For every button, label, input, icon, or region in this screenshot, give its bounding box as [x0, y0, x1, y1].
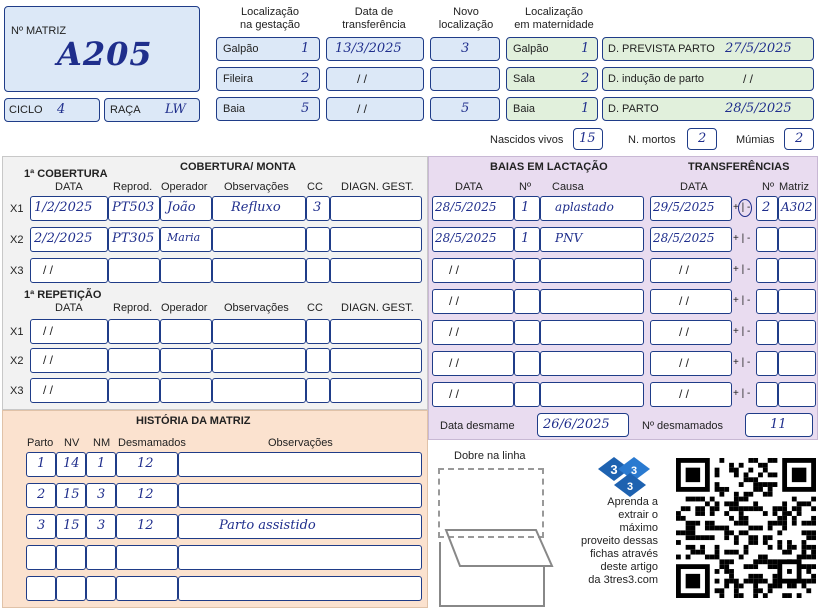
ciclo-label: CICLO	[9, 104, 43, 116]
hist-row-3-obs-value: Parto assistido	[219, 518, 316, 533]
logo-digit-2: 3	[630, 465, 638, 477]
cob-x2-operador[interactable]	[160, 227, 212, 252]
rep-x2-cc[interactable]	[306, 348, 330, 373]
cob-x3-operador[interactable]	[160, 258, 212, 283]
rep-x1-cc[interactable]	[306, 319, 330, 344]
gest-fileira-field[interactable]	[216, 67, 320, 91]
n-desmamados-value: 11	[770, 417, 787, 432]
rep-x2-operador[interactable]	[160, 348, 212, 373]
historia-title: HISTÓRIA DA MATRIZ	[136, 415, 251, 427]
n-desmamados-box[interactable]	[745, 413, 813, 437]
transf-header-n: Nº	[762, 181, 774, 193]
rep-row-x1-label: X1	[10, 326, 24, 338]
rep-x3-data-value: / /	[43, 383, 54, 397]
nascidos-vivos-label: Nascidos vivos	[490, 134, 564, 146]
lact-row-7-causa[interactable]	[540, 382, 644, 407]
transf-row-1-matriz[interactable]	[778, 196, 816, 221]
lact-row-2-data[interactable]	[432, 227, 514, 252]
d-inducao-parto-label: D. indução de parto	[608, 73, 705, 85]
transf-row-2-data[interactable]	[650, 227, 732, 252]
lact-row-3-causa[interactable]	[540, 258, 644, 283]
logo-digit-1: 3	[610, 462, 618, 477]
cob-x1-reprod[interactable]	[108, 196, 160, 221]
fold-label: Dobre na linha	[454, 450, 526, 462]
hist-row-1-nm-value: 1	[97, 456, 106, 471]
d-prevista-parto-value: 27/5/2025	[725, 41, 792, 56]
desmame-date-value: 26/6/2025	[543, 417, 610, 432]
rep-header-reprod: Reprod.	[113, 302, 153, 314]
rep-x3-obs[interactable]	[212, 378, 306, 403]
rep-x1-reprod[interactable]	[108, 319, 160, 344]
rep-header-cc: CC	[307, 302, 323, 314]
desmame-date-box[interactable]	[537, 413, 629, 437]
hist-row-2-parto-value: 2	[37, 487, 46, 502]
hist-row-4-obs[interactable]	[178, 545, 422, 570]
transf-row-1-sign[interactable]: + | -	[733, 202, 751, 213]
rep-x3-data[interactable]	[30, 378, 108, 403]
transf-row-3-n[interactable]	[756, 258, 778, 283]
cob-x3-diag[interactable]	[330, 258, 422, 283]
transf-row-6-data[interactable]	[650, 351, 732, 376]
hist-row-3-desm-value: 12	[137, 518, 154, 533]
transf-row-1-n-value: 2	[762, 200, 771, 215]
cob-x1-reprod-value: PT503	[112, 200, 155, 215]
hist-row-3-parto-value: 3	[37, 518, 46, 533]
lact-row-1-causa-value: aplastado	[555, 200, 614, 214]
transf-row-1-matriz-value: A302	[781, 200, 813, 214]
transferencias-title: TRANSFERÊNCIAS	[688, 161, 790, 173]
transf-row-4-data[interactable]	[650, 289, 732, 314]
rep-header-diagn: DIAGN. GEST.	[341, 302, 414, 314]
hist-header-nv: NV	[64, 437, 80, 449]
rep-x1-data-value: / /	[43, 324, 54, 338]
cob-row-x2-label: X2	[10, 234, 24, 246]
cob-x1-cc[interactable]	[306, 196, 330, 221]
transf-row-5-n[interactable]	[756, 320, 778, 345]
rep-x3-reprod[interactable]	[108, 378, 160, 403]
gest-baia-value: 5	[301, 101, 310, 116]
transf-row-6-sign[interactable]: + | -	[733, 357, 751, 368]
fold-body	[440, 542, 544, 606]
hist-header-parto: Parto	[27, 437, 54, 449]
transfer-date-3-value: / /	[357, 102, 368, 116]
transf-row-2-n[interactable]	[756, 227, 778, 252]
cob-x2-reprod[interactable]	[108, 227, 160, 252]
transf-row-7-data[interactable]	[650, 382, 732, 407]
mat-galpao-field[interactable]	[506, 37, 598, 61]
novo-loc-1[interactable]	[430, 37, 500, 61]
lact-row-5-n[interactable]	[514, 320, 540, 345]
rep-x2-diag[interactable]	[330, 348, 422, 373]
cob-row-x3-label: X3	[10, 265, 24, 277]
transf-row-5-matriz[interactable]	[778, 320, 816, 345]
lact-row-7-n[interactable]	[514, 382, 540, 407]
lact-row-1-n[interactable]	[514, 196, 540, 221]
cob-x1-data[interactable]	[30, 196, 108, 221]
transf-row-1-n[interactable]	[756, 196, 778, 221]
lact-row-2-data-value: 28/5/2025	[435, 231, 497, 245]
d-prevista-parto-field[interactable]	[602, 37, 814, 61]
transf-row-3-matriz[interactable]	[778, 258, 816, 283]
hist-row-4-nm[interactable]	[86, 545, 116, 570]
n-mortos-label: N. mortos	[628, 134, 676, 146]
hist-row-2-nv-value: 15	[63, 487, 80, 502]
hist-row-4-desm[interactable]	[116, 545, 178, 570]
cob-header-operador: Operador	[161, 181, 208, 193]
hist-row-5-nm[interactable]	[86, 576, 116, 601]
cob-x3-reprod[interactable]	[108, 258, 160, 283]
hist-row-2-desm-value: 12	[137, 487, 154, 502]
lact-row-5-causa[interactable]	[540, 320, 644, 345]
rep-x2-data[interactable]	[30, 348, 108, 373]
cob-x1-operador-value: João	[167, 200, 196, 215]
lact-row-5-data[interactable]	[432, 320, 514, 345]
rep-row-x3-label: X3	[10, 385, 24, 397]
transf-row-7-data-value: / /	[679, 387, 690, 401]
lact-row-1-data-value: 28/5/2025	[435, 200, 497, 214]
ciclo-value: 4	[57, 102, 66, 117]
lact-row-3-data-value: / /	[449, 263, 460, 277]
hist-row-1-desm-value: 12	[137, 456, 154, 471]
hist-header-desmamados: Desmamados	[118, 437, 186, 449]
hist-header-nm: NM	[93, 437, 111, 449]
transf-row-2-sign[interactable]: + | -	[733, 233, 751, 244]
rep-x2-reprod[interactable]	[108, 348, 160, 373]
rep-x1-operador[interactable]	[160, 319, 212, 344]
transf-circle-mark	[738, 199, 752, 217]
matrix-number-box[interactable]	[4, 6, 200, 92]
header-loc-maternidade: Localização em maternidade	[514, 6, 594, 31]
transfer-date-2-value: / /	[357, 72, 368, 86]
cob-x2-data[interactable]	[30, 227, 108, 252]
d-parto-field[interactable]	[602, 97, 814, 121]
hist-row-5-desm[interactable]	[116, 576, 178, 601]
lact-row-4-data[interactable]	[432, 289, 514, 314]
transf-row-4-matriz[interactable]	[778, 289, 816, 314]
d-parto-label: D. PARTO	[608, 103, 659, 115]
gest-fileira-label: Fileira	[223, 73, 253, 85]
rep-header-data: DATA	[55, 302, 83, 314]
hist-row-3-nv-value: 15	[63, 518, 80, 533]
qr-code[interactable]	[676, 458, 816, 598]
hist-row-2-desm[interactable]	[116, 483, 178, 508]
mat-baia-value: 1	[581, 101, 590, 116]
hist-row-1-desm[interactable]	[116, 452, 178, 477]
header-loc-gestacao: Localização na gestação	[240, 6, 300, 31]
gest-galpao-field[interactable]	[216, 37, 320, 61]
cob-header-diagn: DIAGN. GEST.	[341, 181, 414, 193]
rep-x3-operador[interactable]	[160, 378, 212, 403]
3tres3-logo-icon	[594, 455, 658, 499]
lact-row-1-data[interactable]	[432, 196, 514, 221]
mat-galpao-label: Galpão	[513, 43, 549, 55]
lact-row-1-n-value: 1	[521, 200, 530, 215]
hist-row-2-obs[interactable]	[178, 483, 422, 508]
lact-header-data: DATA	[455, 181, 483, 193]
cob-x2-cc[interactable]	[306, 227, 330, 252]
transf-row-6-n[interactable]	[756, 351, 778, 376]
hist-row-1-parto-value: 1	[37, 456, 46, 471]
d-inducao-parto-value: / /	[743, 72, 754, 86]
cob-x1-data-value: 1/2/2025	[34, 200, 93, 215]
primeira-cobertura-label: 1ª COBERTURA	[24, 168, 108, 180]
mat-baia-field[interactable]	[506, 97, 598, 121]
lact-row-6-data-value: / /	[449, 356, 460, 370]
cob-x1-cc-value: 3	[313, 200, 322, 215]
lact-row-2-n-value: 1	[521, 231, 530, 246]
transf-row-7-matriz[interactable]	[778, 382, 816, 407]
cob-row-x1-label: X1	[10, 203, 24, 215]
cob-x1-obs[interactable]	[212, 196, 306, 221]
gest-baia-field[interactable]	[216, 97, 320, 121]
gest-galpao-label: Galpão	[223, 43, 259, 55]
lact-row-2-causa[interactable]	[540, 227, 644, 252]
lact-row-6-data[interactable]	[432, 351, 514, 376]
lact-row-3-n[interactable]	[514, 258, 540, 283]
n-desmamados-label: Nº desmamados	[642, 420, 724, 432]
lact-row-4-data-value: / /	[449, 294, 460, 308]
transf-row-3-data[interactable]	[650, 258, 732, 283]
cob-header-observacoes: Observações	[224, 181, 289, 193]
rep-x2-obs[interactable]	[212, 348, 306, 373]
lact-row-6-causa[interactable]	[540, 351, 644, 376]
nascidos-vivos-box[interactable]	[573, 128, 603, 150]
transf-row-3-data-value: / /	[679, 263, 690, 277]
transfer-date-2[interactable]	[326, 67, 424, 91]
lact-row-3-data[interactable]	[432, 258, 514, 283]
d-parto-value: 28/5/2025	[725, 101, 792, 116]
raca-box[interactable]	[104, 98, 200, 122]
transf-row-1-data[interactable]	[650, 196, 732, 221]
hist-row-2-nm-value: 3	[97, 487, 106, 502]
hist-row-2-nm[interactable]	[86, 483, 116, 508]
hist-row-5-nv[interactable]	[56, 576, 86, 601]
transfer-date-1-value: 13/3/2025	[335, 41, 402, 56]
cob-x3-data[interactable]	[30, 258, 108, 283]
hist-row-1-nv[interactable]	[56, 452, 86, 477]
mumias-value: 2	[795, 131, 804, 146]
hist-row-2-nv[interactable]	[56, 483, 86, 508]
raca-label: RAÇA	[110, 104, 141, 116]
hist-row-1-nv-value: 14	[63, 456, 80, 471]
hist-row-1-parto[interactable]	[26, 452, 56, 477]
cob-header-cc: CC	[307, 181, 323, 193]
transf-header-matriz: Matriz	[779, 181, 809, 193]
mat-galpao-value: 1	[581, 41, 590, 56]
cob-x2-data-value: 2/2/2025	[34, 231, 93, 246]
cob-x2-diag[interactable]	[330, 227, 422, 252]
hist-row-3-nm[interactable]	[86, 514, 116, 539]
transf-header-data: DATA	[680, 181, 708, 193]
primeira-repeticao-label: 1ª REPETIÇÃO	[24, 289, 102, 301]
cob-x2-obs[interactable]	[212, 227, 306, 252]
lact-header-causa: Causa	[552, 181, 584, 193]
promo-text: Aprenda a extrair o máximo proveito dessas fichas através deste artigo da 3tres3.com	[580, 496, 658, 586]
hist-row-4-nv[interactable]	[56, 545, 86, 570]
gest-galpao-value: 1	[301, 41, 310, 56]
lactacao-title: BAIAS EM LACTAÇÃO	[490, 161, 608, 173]
desmame-label: Data desmame	[440, 420, 515, 432]
rep-header-operador: Operador	[161, 302, 208, 314]
cob-x1-diag[interactable]	[330, 196, 422, 221]
transf-row-4-sign[interactable]: + | -	[733, 295, 751, 306]
lact-row-1-causa[interactable]	[540, 196, 644, 221]
lact-row-2-n[interactable]	[514, 227, 540, 252]
mumias-box[interactable]	[784, 128, 814, 150]
lact-row-7-data[interactable]	[432, 382, 514, 407]
fold-envelope-icon	[436, 526, 556, 610]
transf-row-4-data-value: / /	[679, 294, 690, 308]
cobertura-title: COBERTURA/ MONTA	[180, 161, 296, 173]
transf-row-5-data-value: / /	[679, 325, 690, 339]
transf-row-2-matriz[interactable]	[778, 227, 816, 252]
transf-row-4-n[interactable]	[756, 289, 778, 314]
mumias-label: Múmias	[736, 134, 775, 146]
matrix-number-label: Nº MATRIZ	[11, 25, 67, 37]
fold-flap	[446, 530, 552, 566]
logo-digit-3: 3	[626, 481, 634, 493]
cob-x3-cc[interactable]	[306, 258, 330, 283]
cob-x1-obs-value: Refluxo	[231, 200, 281, 215]
novo-loc-1-value: 3	[461, 41, 470, 56]
cob-header-data: DATA	[55, 181, 83, 193]
gest-baia-label: Baia	[223, 103, 246, 115]
rep-header-observacoes: Observações	[224, 302, 289, 314]
hist-row-2-parto[interactable]	[26, 483, 56, 508]
nascidos-vivos-value: 15	[579, 131, 596, 146]
cob-header-reprod: Reprod.	[113, 181, 153, 193]
lact-row-4-n[interactable]	[514, 289, 540, 314]
transf-row-7-n[interactable]	[756, 382, 778, 407]
mat-baia-label: Baia	[513, 103, 536, 115]
transfer-date-1[interactable]	[326, 37, 424, 61]
lact-row-6-n[interactable]	[514, 351, 540, 376]
hist-row-1-nm[interactable]	[86, 452, 116, 477]
mat-sala-label: Sala	[513, 73, 536, 85]
hist-row-3-nm-value: 3	[97, 518, 106, 533]
header-data-transferencia: Data de transferência	[342, 6, 406, 31]
novo-loc-3-value: 5	[461, 101, 470, 116]
hist-row-4-parto[interactable]	[26, 545, 56, 570]
rep-x3-diag[interactable]	[330, 378, 422, 403]
novo-loc-2[interactable]	[430, 67, 500, 91]
rep-row-x2-label: X2	[10, 355, 24, 367]
rep-x1-data[interactable]	[30, 319, 108, 344]
hist-row-5-obs[interactable]	[178, 576, 422, 601]
header-novo-localizacao: Novo localização	[438, 6, 494, 31]
lact-row-2-causa-value: PNV	[555, 231, 583, 245]
transf-row-5-data[interactable]	[650, 320, 732, 345]
mat-sala-value: 2	[581, 71, 590, 86]
cob-x1-operador[interactable]	[160, 196, 212, 221]
novo-loc-3[interactable]	[430, 97, 500, 121]
rep-x2-data-value: / /	[43, 353, 54, 367]
cob-x2-operador-value: Maria	[167, 231, 201, 244]
hist-row-3-desm[interactable]	[116, 514, 178, 539]
hist-header-observacoes: Observações	[268, 437, 333, 449]
hist-row-5-parto[interactable]	[26, 576, 56, 601]
hist-row-1-obs[interactable]	[178, 452, 422, 477]
cob-x2-reprod-value: PT305	[112, 231, 155, 246]
rep-x1-diag[interactable]	[330, 319, 422, 344]
transf-row-6-matriz[interactable]	[778, 351, 816, 376]
transf-row-1-data-value: 29/5/2025	[653, 200, 715, 214]
lact-header-n: Nº	[519, 181, 531, 193]
raca-value: LW	[165, 102, 186, 117]
cob-x3-data-value: / /	[43, 263, 54, 277]
mat-sala-field[interactable]	[506, 67, 598, 91]
matrix-number-value: A205	[57, 35, 153, 73]
cob-x3-obs[interactable]	[212, 258, 306, 283]
hist-row-3-parto[interactable]	[26, 514, 56, 539]
rep-x1-obs[interactable]	[212, 319, 306, 344]
d-prevista-parto-label: D. PREVISTA PARTO	[608, 43, 715, 55]
ciclo-box[interactable]	[4, 98, 100, 122]
hist-row-3-nv[interactable]	[56, 514, 86, 539]
d-inducao-parto-field[interactable]	[602, 67, 814, 91]
lact-row-7-data-value: / /	[449, 387, 460, 401]
transf-row-6-data-value: / /	[679, 356, 690, 370]
transf-row-5-sign[interactable]: + | -	[733, 326, 751, 337]
transfer-date-3[interactable]	[326, 97, 424, 121]
lact-row-4-causa[interactable]	[540, 289, 644, 314]
gest-fileira-value: 2	[301, 71, 310, 86]
hist-row-3-obs[interactable]	[178, 514, 422, 539]
transf-row-2-data-value: 28/5/2025	[653, 231, 715, 245]
transf-row-3-sign[interactable]: + | -	[733, 264, 751, 275]
qr-code-image	[676, 458, 816, 598]
rep-x3-cc[interactable]	[306, 378, 330, 403]
n-mortos-box[interactable]	[687, 128, 717, 150]
transf-row-7-sign[interactable]: + | -	[733, 388, 751, 399]
lact-row-5-data-value: / /	[449, 325, 460, 339]
n-mortos-value: 2	[698, 131, 707, 146]
